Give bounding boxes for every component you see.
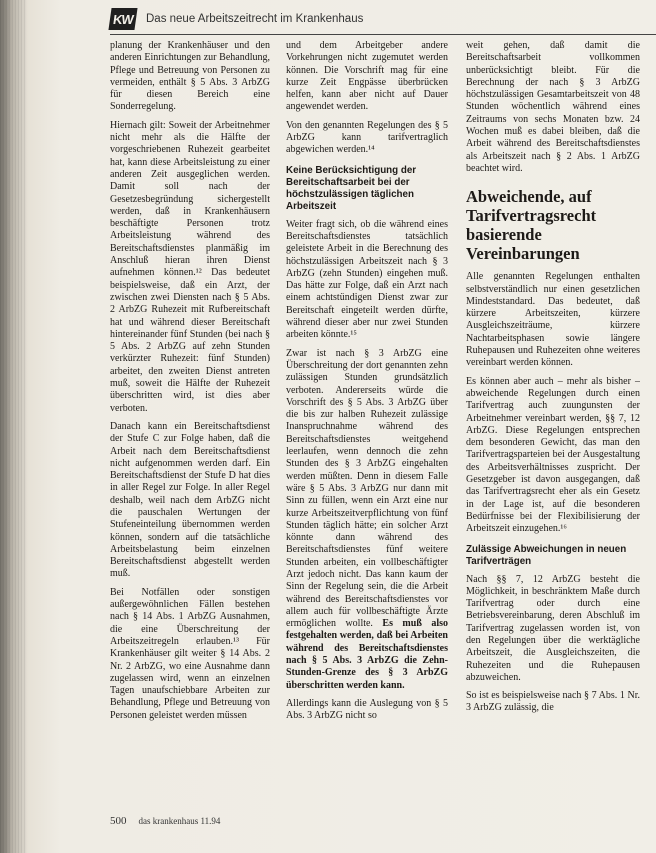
book-spine-edge	[0, 0, 26, 853]
page-number: 500	[110, 815, 127, 827]
paragraph: So ist es beispielsweise nach § 7 Abs. 1 Nr. 3 ArbZG zulässig, die	[466, 690, 640, 714]
paragraph: Es können aber auch – mehr als bisher – abweichende Regelungen durch einen Tarifvertrag auch zuungunsten der Arbeitnehmer vereinbart werden, §§ 7, 12 ArbZG. Diese Regelungen entsprechen dem besonderen Gewicht, das man den Tarifvertragsparteien bei der Ausgestaltung des Arbeitsverhältnisses zuspricht. Der Gesetzgeber ist davon ausgegangen, daß das Tarifvertragsrecht eher als ein Gesetz in der Lage ist, auf die besonderen Bedürfnisse bei der Flexibilisierung der Arbeitszeit einzugehen.¹⁶	[466, 375, 640, 535]
page-header	[110, 4, 656, 35]
issue-label: das krankenhaus 11.94	[138, 816, 221, 826]
paragraph: Bei Notfällen oder sonstigen außergewöhnlichen Fällen bestehen nach § 14 Abs. 1 ArbZG Ausnahmen, die eine Überschreitung der Arbeitszeitregeln erlauben.¹³ Für Krankenhäuser gilt weiter § 14 Abs. 2 Nr. 2 ArbZG, wo eine Ausnahme dann zugelassen wird, wenn an einzelnen Tagen unaufschiebbare Arbeiten zur Behandlung, Pflege und Betreuung von Personen geleistet werden müssen	[110, 586, 270, 721]
section-heading: Abweichende, auf Tarifvertragsrecht basierende Vereinbarungen	[466, 187, 597, 264]
journal-logo: KW	[108, 8, 137, 30]
paragraph: Alle genannten Regelungen enthalten selbstverständlich nur einen gesetzlichen Mindeststandard. Das bedeutet, daß kürzere Arbeitszeiten, kürzere Ausgleichszeiträume, kürzere Nachtarbeitsphasen sowie längere Ruhepausen und Ruhezeiten ohne weiteres vereinbart werden können.	[466, 271, 640, 369]
paragraph: weit gehen, daß damit die Bereitschaftsarbeit vollkommen unberücksichtigt bleibt. Für die Berechnung der nach § 3 ArbZG höchstzulässigen Gesamtarbeitszeit von 48 Stunden wöchentlich während eines Zeitraums von sechs Monaten bzw. 24 Wochen muß es dabei bleiben, daß die Arbeit während des Bereitschaftsdienstes als Arbeitszeit nach § 2 Abs. 1 ArbZG beachtet wird.	[466, 40, 640, 174]
paragraph	[286, 348, 448, 692]
paragraph: Nach §§ 7, 12 ArbZG besteht die Möglichkeit, in beschränktem Maße durch Tarifvertrag oder durch eine Betriebsvereinbarung, deren Abschluß im Tarifvertrag zugelassen worden ist, von den Regelungen über die werktägliche Arbeitszeit, die Ausgleichszeiten, die Ruhezeiten und die Ruhepausen abzuweichen.	[466, 573, 640, 683]
column-2	[286, 40, 448, 803]
column-1	[110, 40, 270, 803]
paragraph: Allerdings kann die Auslegung von § 5 Abs. 3 ArbZG nicht so	[286, 697, 448, 722]
paragraph: Danach kann ein Bereitschaftsdienst der Stufe C zur Folge haben, daß die Arbeit nach dem Bereitschaftsdienst nicht aufgenommen werden darf. Ein Bereitschaftsdienst der Stufe D hat dies in aller Regel zur Folge. In aller Regel deshalb, weil nach dem ArbZG nicht die pauschalen Wertungen der Stufeneinteilung übernommen werden können, sondern auf die tatsächliche Arbeitsbelastung beim einzelnen Bereitschaftsdienst abgestellt werden muß.	[110, 420, 270, 580]
running-head: Das neue Arbeitszeitrecht im Krankenhaus	[146, 13, 364, 25]
section-subheading: Keine Berücksichtigung der Bereitschaftsarbeit bei der höchstzulässigen täglichen Arbeitszeit	[286, 164, 417, 212]
paragraph: und dem Arbeitgeber andere Vorkehrungen nicht zugemutet werden können. Die Vorschrift mag für eine kurze Zeit Engpässe überbrücken helfen, kann aber nicht auf Dauer angewendet werden.	[286, 40, 448, 113]
paragraph: planung der Krankenhäuser und den anderen Einrichtungen zur Behandlung, Pflege und Betreuung von Personen zu vermeiden, enthält § 5 Abs. 3 ArbZG für diesen Bereich eine Sonderregelung.	[110, 40, 270, 113]
paragraph-bold-text: Es muß also festgehalten werden, daß bei Arbeiten während des Bereitschaftsdienstes nach § 5 Abs. 3 ArbZG die Zehn-Stunden-Grenze des § 3 ArbZG überschritten werden kann.	[286, 618, 448, 691]
paragraph-text: Zwar ist nach § 3 ArbZG eine Überschreitung der dort genannten zehn zulässigen Stunden grundsätzlich verboten. Andererseits würde die Vorschrift des § 5 Abs. 3 ArbZG über die bis zur halben Ruhezeit zulässige Inanspruchnahme während des Bereitschaftsdienstes weitgehend leerlaufen, wenn dennoch die zehn Stunden des § 3 ArbZG eingehalten werden müßten. Denn in diesem Falle wäre § 5 Abs. 3 ArbZG nur dann mit Sinn zu füllen, wenn ein Arzt eine nur kurze Arbeitszeitverpflichtung von fünf Stunden täglich hätte; ein solcher Arzt könnte dann während des Bereitschaftsdienstes fünf weitere Stunden arbeiten, ein vollbeschäftigter Arzt jedoch nicht. Das kann kaum der Sinn der Regelung sein, die die Arbeit während des Bereitschaftsdienstes vor allem auch für vollbeschäftigte Ärzte ermöglichen wollte.	[286, 347, 448, 630]
paragraph: Weiter fragt sich, ob die während eines Bereitschaftsdienstes tatsächlich geleistete Arbeit in die Berechnung des höchstzulässigen Arbeitszeit nach § 3 ArbZG (zehn Stunden) eingehen muß. Das hätte zur Folge, daß ein Arzt nach einem achtstündigen Dienst zwar zur Bereitschaft eingeteilt werden dürfte, während dieser aber nur zwei Stunden arbeiten könnte.¹⁵	[286, 218, 448, 341]
paragraph: Hiernach gilt: Soweit der Arbeitnehmer nicht mehr als die Hälfte der vorgeschriebenen Ruhezeit gearbeitet hat, kann diese Arbeitsleistung zu einer anderen Zeit ausgeglichen werden. Damit soll nach der Gesetzesbegründung sichergestellt werden, daß in Krankenhäusern beschäftigte Personen trotz Arbeitsleistung während des Bereitschaftsdienstes planmäßig im Anschluß hieran ihren Dienst aufnehmen können.¹² Das bedeutet beispielsweise, daß ein Arzt, der zwischen zwei Diensten nach § 5 Abs. 2 ArbZG Ruhezeit mit Rufbereitschaft hat und während dieser Bereitschaft hintereinander fünf Stunden (bei nach § 5 Abs. 2 ArbZG auf zehn Stunden verkürzter Ruhezeit: fünf Stunden) arbeitet, den zweiten Dienst antreten muß, soweit die Hälfte der Ruhezeit überschritten wird, ist dies aber verboten.	[110, 119, 270, 414]
paragraph: Von den genannten Regelungen des § 5 ArbZG kann tarifvertraglich abgewichen werden.¹⁴	[286, 119, 448, 156]
page-footer	[110, 815, 510, 827]
column-3	[466, 40, 640, 803]
section-subheading: Zulässige Abweichungen in neuen Tarifverträgen	[466, 543, 627, 567]
